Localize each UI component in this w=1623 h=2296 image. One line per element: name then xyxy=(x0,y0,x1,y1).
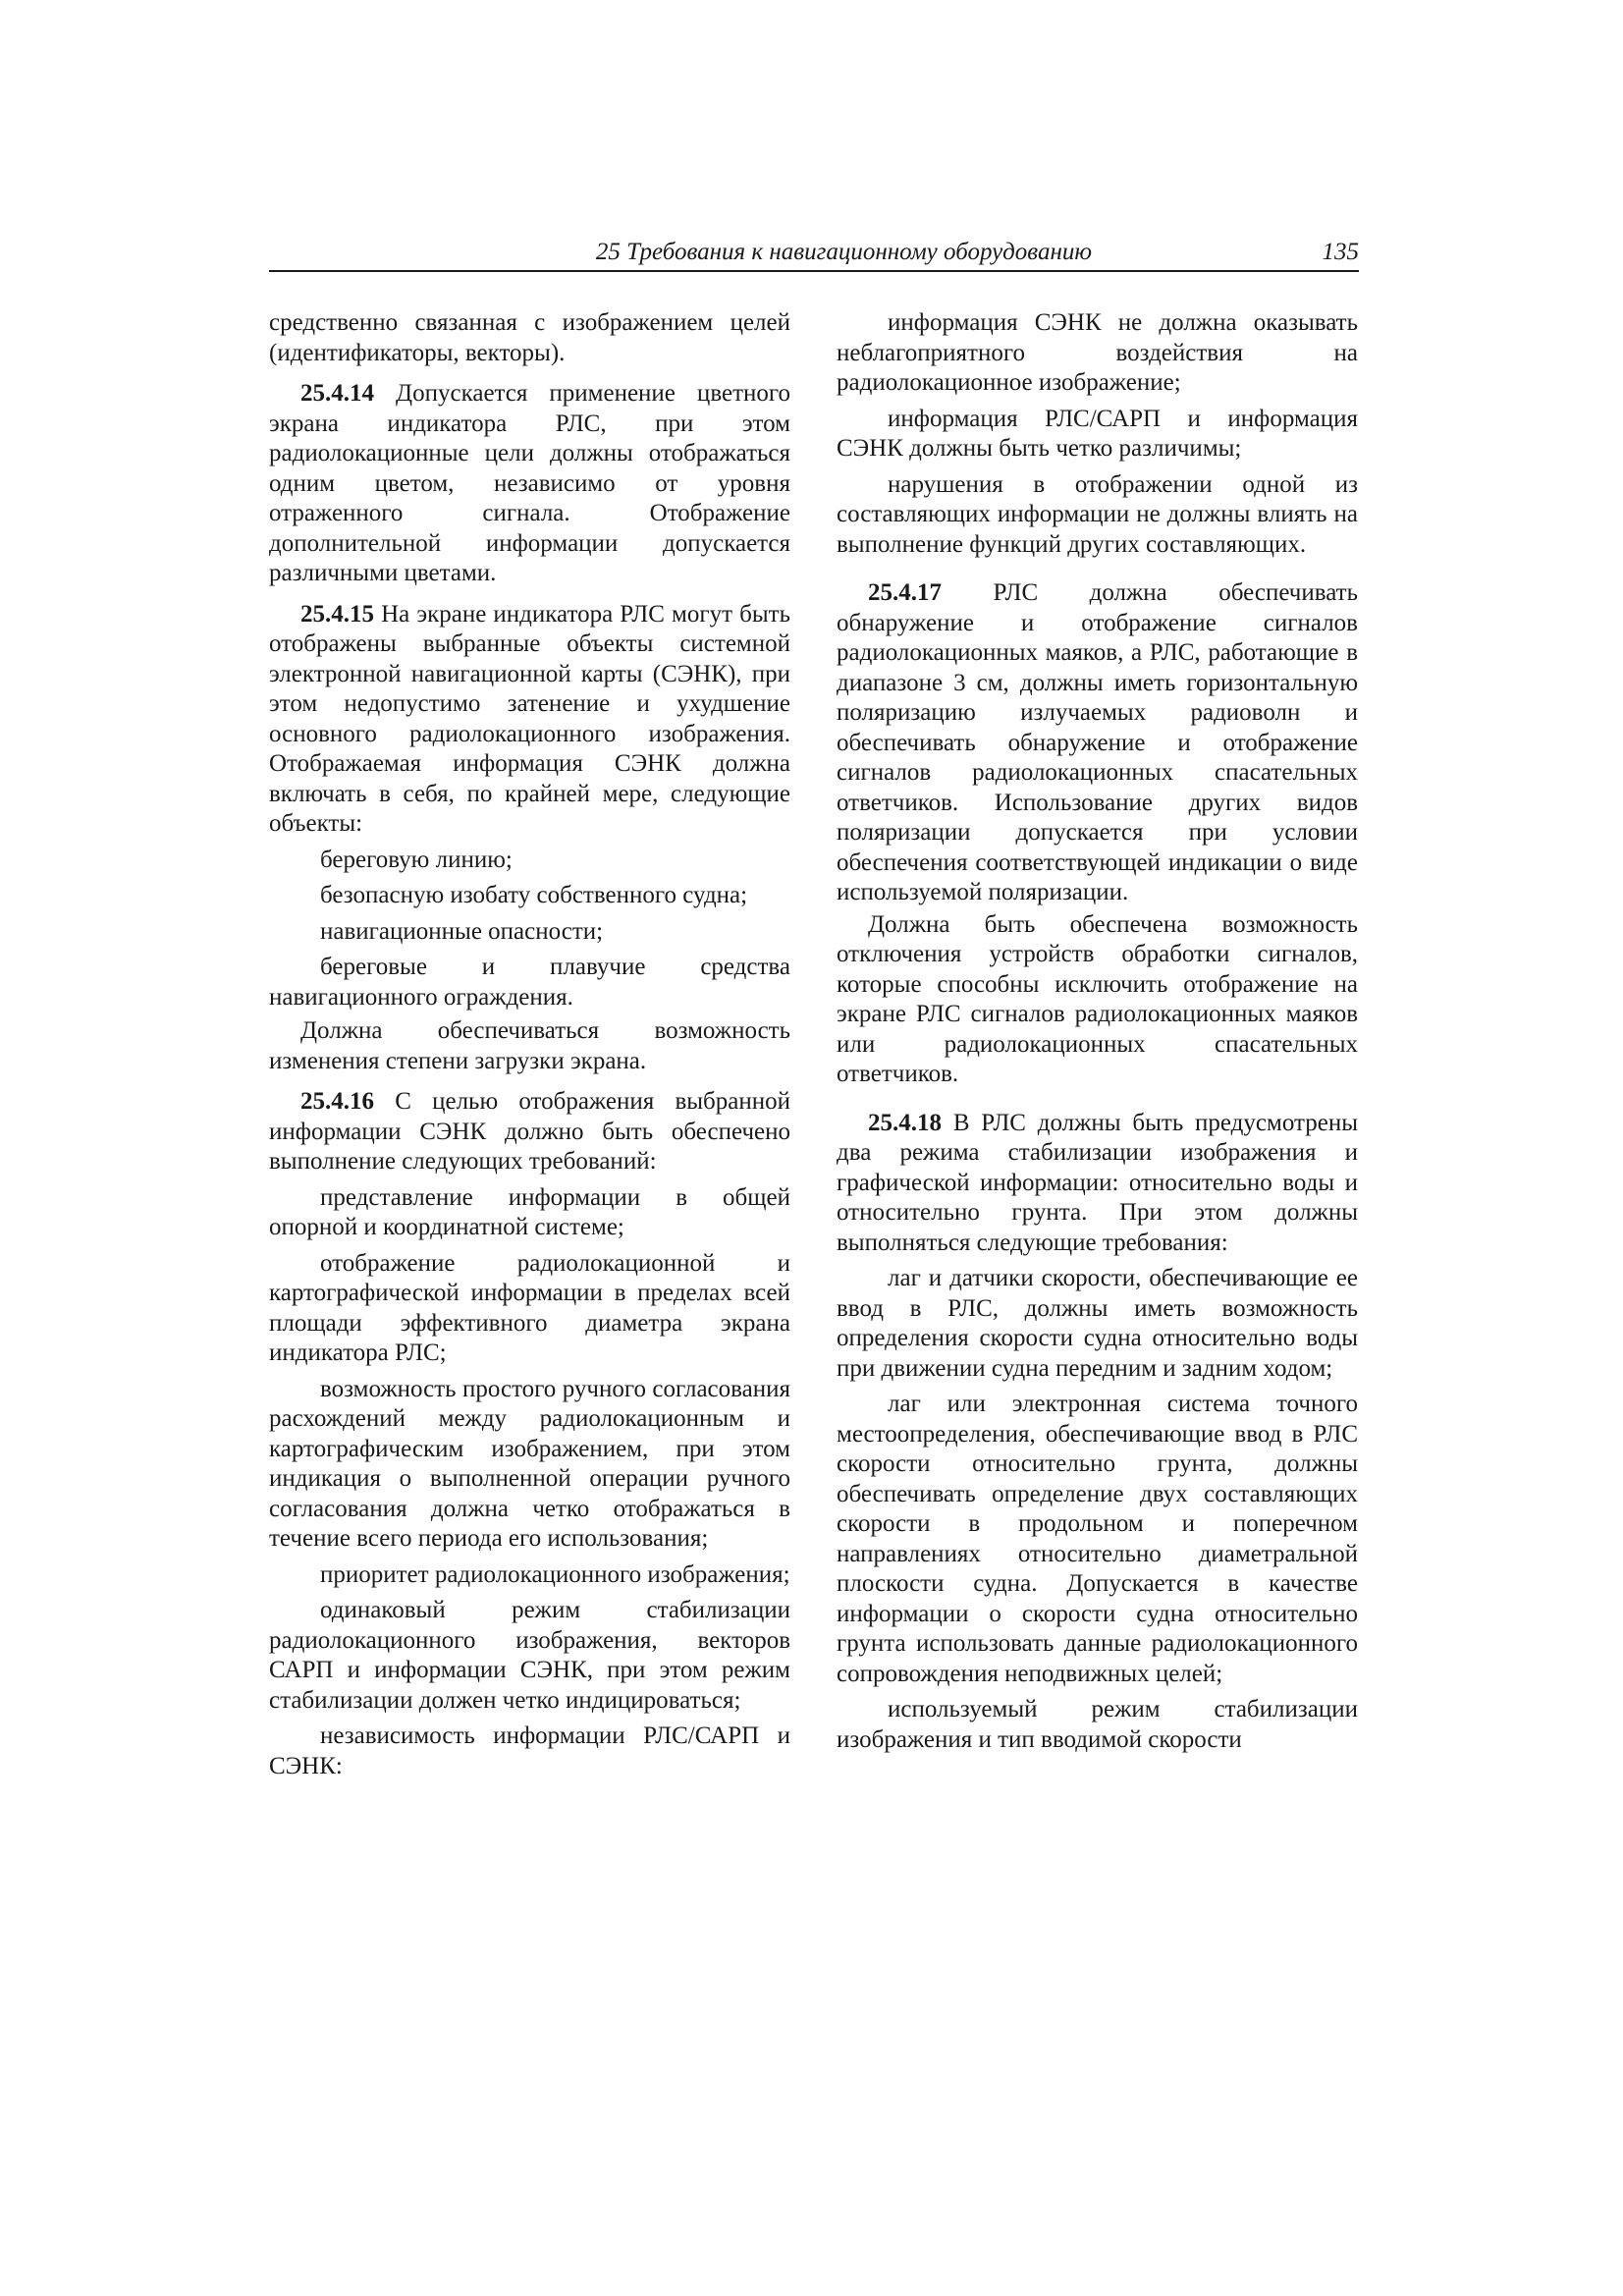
section-number: 25.4.14 xyxy=(300,380,374,407)
list-item: используемый режим стабилизации изображения и тип вводимой скорости xyxy=(837,1696,1358,1753)
list-item: навигационные опасности; xyxy=(320,917,604,945)
list-item: нарушения в отображении одной из составляющих информации не должны влиять на выполнение функций других составляющих. xyxy=(837,470,1358,558)
section-25-4-14 xyxy=(269,379,790,589)
list-item: информация СЭНК не должна оказывать неблагоприятного воздействия на радиолокационное изображение; xyxy=(837,309,1358,396)
list-item: безопасную изобату собственного судна; xyxy=(320,882,748,908)
document-page xyxy=(269,0,1359,2296)
list-item: приоритет радиолокационного изображения; xyxy=(320,1560,790,1588)
list-item: одинаковый режим стабилизации радиолокационного изображения, векторов САРП и информации СЭНК, при этом режим стабилизации должен четко индицироваться; xyxy=(269,1597,790,1714)
right-column xyxy=(837,308,1358,1755)
section-25-4-18 xyxy=(837,1109,1358,1259)
section-25-4-15 xyxy=(269,600,790,840)
section-number: 25.4.15 xyxy=(300,600,374,628)
list-item: возможность простого ручного согласования расхождений между радиолокационным и картографическим изображением, при этом индикация о выполненной операции ручного согласования должна четко отображаться в течение всего периода его использования; xyxy=(269,1375,790,1552)
section-25-4-17 xyxy=(837,578,1358,908)
section-text: Допускается применение цветного экрана индикатора РЛС, при этом радиолокационные цели должны отображаться одним цветом, независимо от уровня отраженного сигнала. Отображение дополнительной информации допускается различными цветами. xyxy=(269,380,791,586)
running-header xyxy=(269,237,1359,272)
list-item: информация РЛС/САРП и информация СЭНК должны быть четко различимы; xyxy=(837,405,1358,462)
section-25-4-16 xyxy=(269,1087,790,1177)
paragraph: Должна обеспечиваться возможность изменения степени загрузки экрана. xyxy=(269,1017,790,1074)
list-item: представление информации в общей опорной и координатной системе; xyxy=(269,1183,790,1240)
section-number: 25.4.18 xyxy=(868,1109,942,1136)
paragraph-continued: средственно связанная с изображением целей (идентификаторы, векторы). xyxy=(269,309,790,366)
left-column xyxy=(269,308,790,1781)
list-item: лаг или электронная система точного местоопределения, обеспечивающие ввод в РЛС скорости относительно грунта, должны обеспечивать определение двух составляющих скорости в продольном и поперечном направлениях относительно диаметральной плоскости судна. Допускается в качестве информации о скорости судна относительно грунта использовать данные радиолокационного сопровождения неподвижных целей; xyxy=(837,1391,1358,1687)
list-item: береговые и плавучие средства навигационного ограждения. xyxy=(269,954,790,1011)
list-item: отображение радиолокационной и картографической информации в пределах всей площади эффективного диаметра экрана индикатора РЛС; xyxy=(269,1249,790,1366)
list-item: лаг и датчики скорости, обеспечивающие ее ввод в РЛС, должны иметь возможность определения скорости судна относительно воды при движении судна передним и задним ходом; xyxy=(837,1265,1358,1382)
section-text: РЛС должна обеспечивать обнаружение и отображение сигналов радиолокационных маяков, а РЛС, работающие в диапазоне 3 см, должны иметь горизонтальную поляризацию излучаемых радиоволн и обеспечивать обнаружение и отображение сигналов радиолокационных спасательных ответчиков. Использование других видов поляризации допускается при условии обеспечения соответствующей индикации о виде используемой поляризации. xyxy=(837,579,1359,905)
section-text: В РЛС должны быть предусмотрены два режима стабилизации изображения и графической информации: относительно воды и относительно грунта. При этом должны выполняться следующие требования: xyxy=(837,1109,1358,1256)
section-text: На экране индикатора РЛС могут быть отображены выбранные объекты системной электронной навигационной карты (СЭНК), при этом недопустимо затенение и ухудшение основного радиолокационного изображения. Отображаемая информация СЭНК должна включать в себя, по крайней мере, следующие объекты: xyxy=(269,600,790,837)
section-text: С целью отображения выбранной информации СЭНК должно быть обеспечено выполнение следующих требований: xyxy=(269,1088,790,1175)
section-number: 25.4.16 xyxy=(300,1088,374,1115)
list-item: независимость информации РЛС/САРП и СЭНК: xyxy=(269,1722,790,1779)
paragraph: Должна быть обеспечена возможность отключения устройств обработки сигналов, которые способны исключить отображение на экране РЛС сигналов радиолокационных маяков или радиолокационных спасательных ответчиков. xyxy=(837,910,1358,1087)
section-number: 25.4.17 xyxy=(868,579,942,606)
list-item: береговую линию; xyxy=(320,846,513,873)
page-number: 135 xyxy=(1322,239,1359,265)
header-title: 25 Требования к навигационному оборудованию xyxy=(595,239,1092,265)
